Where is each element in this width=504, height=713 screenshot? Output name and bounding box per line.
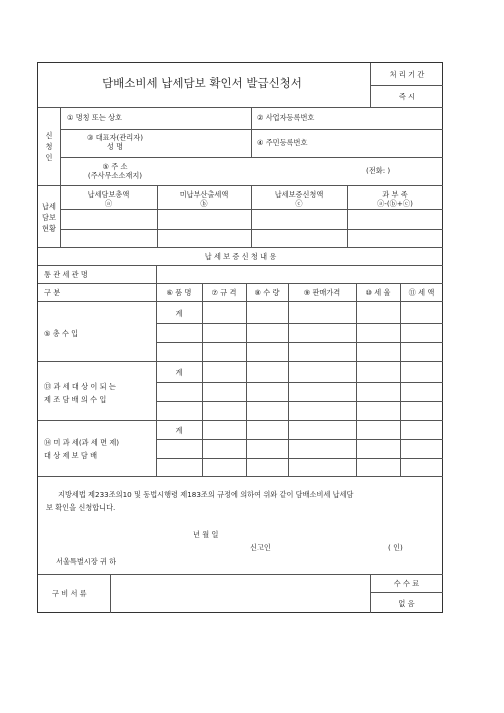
declaration-date: 년 월 일 bbox=[193, 530, 219, 539]
col-tax-rate: ⑩ 세 율 bbox=[365, 288, 391, 297]
fee-value: 없 음 bbox=[398, 599, 415, 608]
declaration-recipient: 서울특별시장 귀 하 bbox=[56, 557, 117, 566]
col-quantity: ⑧ 수 량 bbox=[254, 288, 280, 297]
col-spec: ⑦ 규 격 bbox=[211, 288, 237, 297]
rule bbox=[110, 574, 111, 613]
field-address: ⑤ 주 소 (주사무소소재지) bbox=[87, 162, 143, 180]
fee-label: 수 수 료 bbox=[393, 579, 420, 588]
guarantee-request-title: 납 세 보 증 신 청 내 용 bbox=[204, 252, 277, 261]
processing-period-label: 처 리 기 간 bbox=[389, 70, 425, 79]
group-total-import: ⑤ 총 수 입 bbox=[44, 329, 79, 338]
required-documents-label: 구 비 서 류 bbox=[52, 589, 87, 598]
declaration-seal: ( 인) bbox=[388, 543, 403, 552]
group-total-import-sum: 계 bbox=[175, 309, 183, 318]
rule bbox=[38, 265, 443, 266]
col-guarantee-request: 납세보증신청액 ⓒ bbox=[274, 190, 324, 208]
rule bbox=[38, 247, 443, 248]
rule bbox=[156, 323, 443, 324]
rule bbox=[156, 265, 157, 283]
rule bbox=[156, 401, 443, 402]
rule bbox=[38, 574, 443, 575]
col-excess-shortage: 과 부 족 ⓐ-(ⓑ+ⓒ) bbox=[377, 190, 413, 208]
field-business-name: ① 명칭 또는 상호 bbox=[67, 113, 122, 122]
rule bbox=[202, 283, 203, 476]
rule bbox=[156, 342, 443, 343]
rule bbox=[60, 157, 443, 158]
division-label: 구 분 bbox=[44, 288, 61, 297]
col-sale-price: ⑨ 판매가격 bbox=[303, 288, 341, 297]
rule bbox=[288, 283, 289, 476]
rule bbox=[38, 283, 443, 284]
rule bbox=[156, 382, 443, 383]
rule bbox=[38, 420, 443, 421]
rule bbox=[400, 283, 401, 476]
field-resident-reg-no: ④ 주민등록번호 bbox=[257, 138, 308, 147]
rule bbox=[60, 209, 443, 210]
customs-office-label: 통 관 세 관 명 bbox=[44, 270, 88, 279]
group-tax-exempt: ⑭ 미 과 세(과 세 면 제) 대 상 제 보 담 배 bbox=[44, 438, 120, 460]
processing-period-value: 즉 시 bbox=[398, 92, 416, 101]
field-phone: (전화: ) bbox=[366, 166, 391, 175]
rule bbox=[38, 107, 443, 108]
rule bbox=[156, 458, 443, 459]
application-form bbox=[37, 62, 443, 613]
col-item-name: ⑥ 품 명 bbox=[166, 288, 192, 297]
col-unpaid-tax: 미납부산출세액 ⓑ bbox=[179, 190, 229, 208]
rule bbox=[156, 439, 443, 440]
rule bbox=[38, 476, 443, 477]
declaration-applicant-label: 신고인 bbox=[250, 543, 271, 552]
field-business-reg-no: ② 사업자등록번호 bbox=[257, 113, 315, 122]
declaration-text-line1: 지방세법 제233조의10 및 동법시행령 제183조의 규정에 의하여 위와 같이 담배소비세 납세담 bbox=[58, 490, 354, 499]
rule bbox=[38, 361, 443, 362]
rule bbox=[38, 301, 443, 302]
rule bbox=[38, 185, 443, 186]
form-title: 담배소비세 납세담보 확인서 발급신청서 bbox=[102, 76, 302, 90]
group-taxable-import: ⑬ 과 세 대 상 이 되 는 제 조 담 배 의 수 입 bbox=[44, 382, 116, 404]
rule bbox=[251, 107, 252, 157]
processing-divider bbox=[370, 85, 443, 86]
col-tax-amount: ⑪ 세 액 bbox=[408, 288, 435, 297]
field-representative: ③ 대표자(관리자) 성 명 bbox=[87, 133, 143, 151]
col-total-guarantee: 납세담보총액 ⓐ bbox=[87, 190, 130, 208]
rule bbox=[370, 592, 443, 593]
rule bbox=[246, 283, 247, 476]
group-taxable-import-sum: 계 bbox=[175, 368, 183, 377]
rule bbox=[356, 283, 357, 476]
guarantee-status-label: 납세 담보 현황 bbox=[42, 202, 56, 233]
declaration-text-line2: 보 확인을 신청합니다. bbox=[46, 503, 116, 512]
group-tax-exempt-sum: 계 bbox=[175, 426, 183, 435]
applicant-section-label: 신 청 인 bbox=[45, 131, 53, 162]
rule bbox=[60, 229, 443, 230]
